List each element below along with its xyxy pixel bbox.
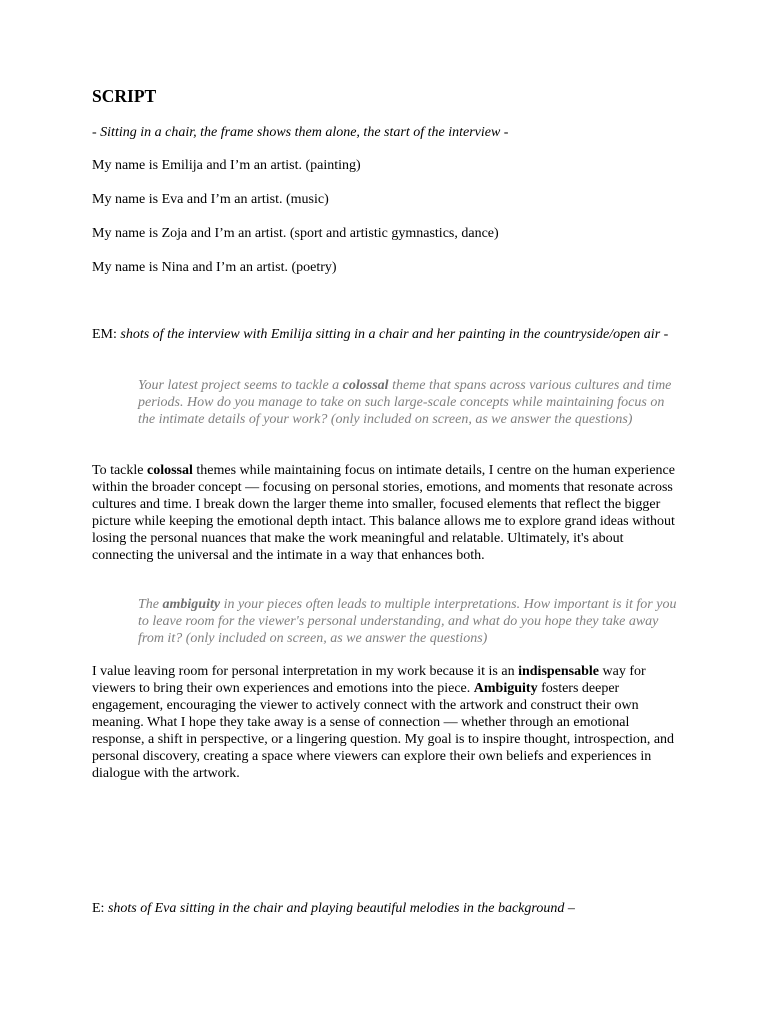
scene-direction: shots of the interview with Emilija sitting in a chair and her painting in the countryside/open air -: [120, 327, 669, 342]
intro-emilija: My name is Emilija and I’m an artist. (painting): [92, 158, 361, 173]
interview-question-2: The ambiguity in your pieces often leads to multiple interpretations. How important is it for you to leave room for the viewer's personal understanding, and what do you hope they take away from it? (only included on screen, as we answer the questions): [138, 597, 677, 646]
e-section-heading: [92, 900, 575, 917]
speaker-label: EM:: [92, 327, 117, 342]
interview-answer-1: To tackle colossal themes while maintaining focus on intimate details, I centre on the human experience within the broader concept — focusing on personal stories, emotions, and moments that resonate across cultures and time. I break down the larger theme into smaller, focused elements that reflect the bigger picture while keeping the emotional depth intact. This balance allows me to explore grand ideas without losing the personal nuances that make the work meaningful and relatable. Ultimately, it's about connecting the universal and the intimate in a way that enhances both.: [92, 463, 675, 563]
intro-eva: My name is Eva and I’m an artist. (music): [92, 192, 329, 207]
intro-nina: My name is Nina and I’m an artist. (poetry): [92, 260, 337, 275]
stage-direction: - Sitting in a chair, the frame shows them alone, the start of the interview -: [92, 125, 509, 140]
scene-direction: shots of Eva sitting in the chair and playing beautiful melodies in the background –: [107, 901, 575, 916]
interview-question-1: Your latest project seems to tackle a colossal theme that spans across various cultures and time periods. How do you manage to take on such large-scale concepts while maintaining focus on the intimate details of your work? (only included on screen, as we answer the questions): [138, 378, 672, 427]
speaker-label: E:: [92, 901, 105, 916]
intro-zoja: My name is Zoja and I’m an artist. (sport and artistic gymnastics, dance): [92, 226, 499, 241]
em-section-heading: [92, 326, 682, 343]
script-title: SCRIPT: [92, 86, 157, 106]
interview-answer-2: I value leaving room for personal interpretation in my work because it is an indispensable way for viewers to bring their own experiences and emotions into the piece. Ambiguity fosters deeper engagement, encouraging the viewer to actively connect with the artwork and construct their own meaning. What I hope they take away is a sense of connection — whether through an emotional response, a shift in perspective, or a lingering question. My goal is to inspire thought, introspection, and personal discovery, creating a space where viewers can explore their own beliefs and experiences in dialogue with the artwork.: [92, 664, 675, 781]
